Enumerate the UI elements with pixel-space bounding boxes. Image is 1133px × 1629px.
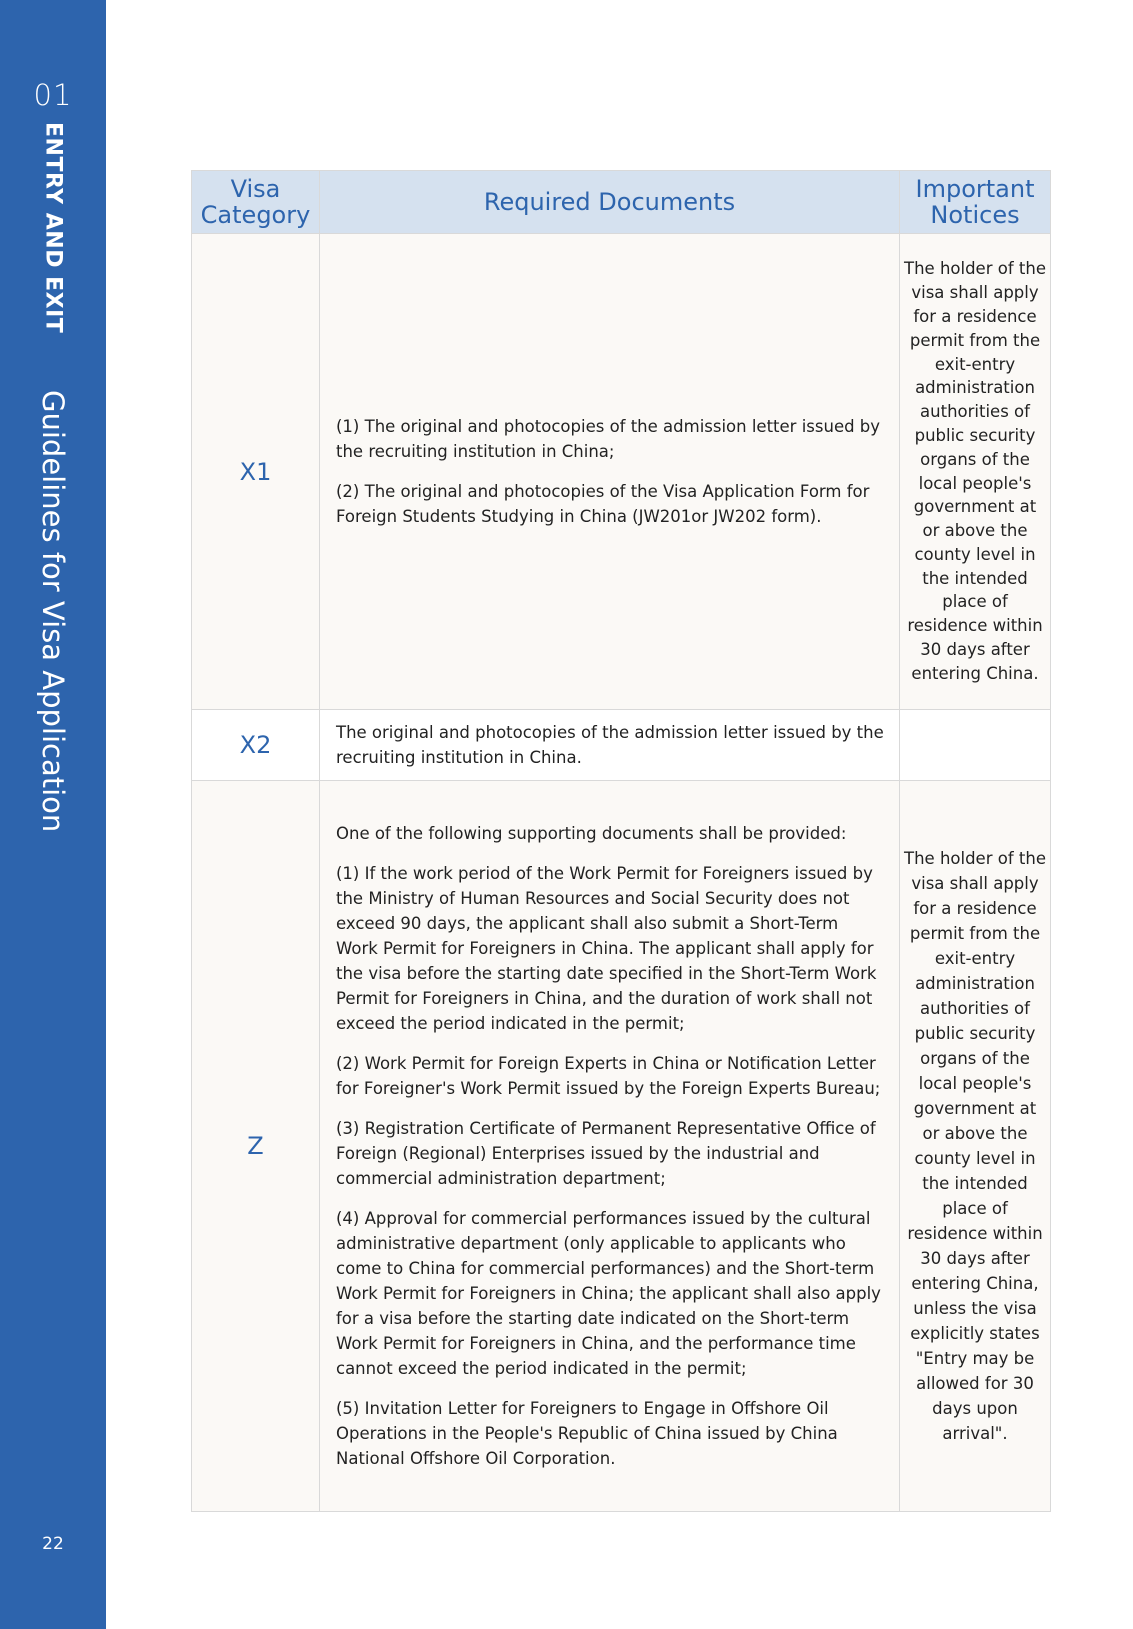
visa-category: Z [192,781,320,1512]
table-header-row [192,171,1051,234]
table-row [192,710,1051,781]
visa-category: X1 [192,234,320,710]
header-required-documents: Required Documents [320,171,900,234]
important-notice: The holder of the visa shall apply for a residence permit from the exit-entry administration authorities of public security organs of the local people's government at or above the county level in the intended place of residence within 30 days after entering China. [900,234,1051,710]
header-important-notices: Important Notices [900,171,1051,234]
table-row [192,234,1051,710]
required-documents [320,781,900,1512]
section-title: ENTRY AND EXIT [40,122,66,334]
document-item: (2) The original and photocopies of the Visa Application Form for Foreign Students Studying in China (JW201or JW202 form). [336,482,870,526]
document-item: The original and photocopies of the admission letter issued by the recruiting institution in China. [336,723,884,767]
required-documents [320,710,900,781]
header-visa-category: Visa Category [192,171,320,234]
page-number: 22 [42,1534,64,1554]
document-item: (2) Work Permit for Foreign Experts in China or Notification Letter for Foreigner's Work Permit issued by the Foreign Experts Bureau; [336,1054,881,1098]
document-item: (4) Approval for commercial performances issued by the cultural administrative department (only applicable to applicants who come to China for commercial performances) and the Short-term Work Permit for Foreigners in China; the applicant shall also apply for a visa before the starting date indicated on the Short-term Work Permit for Foreigners in China, and the performance time cannot exceed the period indicated in the permit; [336,1209,881,1378]
visa-requirements-table [191,170,1051,1512]
document-item: (1) If the work period of the Work Permit for Foreigners issued by the Ministry of Human Resources and Social Security does not exceed 90 days, the applicant shall also submit a Short-Term Work Permit for Foreigners in China. The applicant shall apply for the visa before the starting date specified in the Short-Term Work Permit for Foreigners in China, and the duration of work shall not exceed the period indicated in the permit; [336,864,877,1033]
document-item: (1) The original and photocopies of the admission letter issued by the recruiting institution in China; [336,417,881,461]
document-item: (5) Invitation Letter for Foreigners to Engage in Offshore Oil Operations in the People's Republic of China issued by China National Offshore Oil Corporation. [336,1399,838,1468]
chapter-sidebar [0,0,106,1629]
section-subtitle: Guidelines for Visa Application [36,390,70,833]
required-documents [320,234,900,710]
document-intro: One of the following supporting documents shall be provided: [336,824,847,843]
important-notice: The holder of the visa shall apply for a residence permit from the exit-entry administration authorities of public security organs of the local people's government at or above the county level in the intended place of residence within 30 days after entering China, unless the visa explicitly states "Entry may be allowed for 30 days upon arrival". [900,781,1051,1512]
chapter-number: 01 [33,78,73,112]
visa-category: X2 [192,710,320,781]
table-row [192,781,1051,1512]
document-item: (3) Registration Certificate of Permanent Representative Office of Foreign (Regional) Enterprises issued by the industrial and commercial administration department; [336,1119,876,1188]
important-notice [900,710,1051,781]
